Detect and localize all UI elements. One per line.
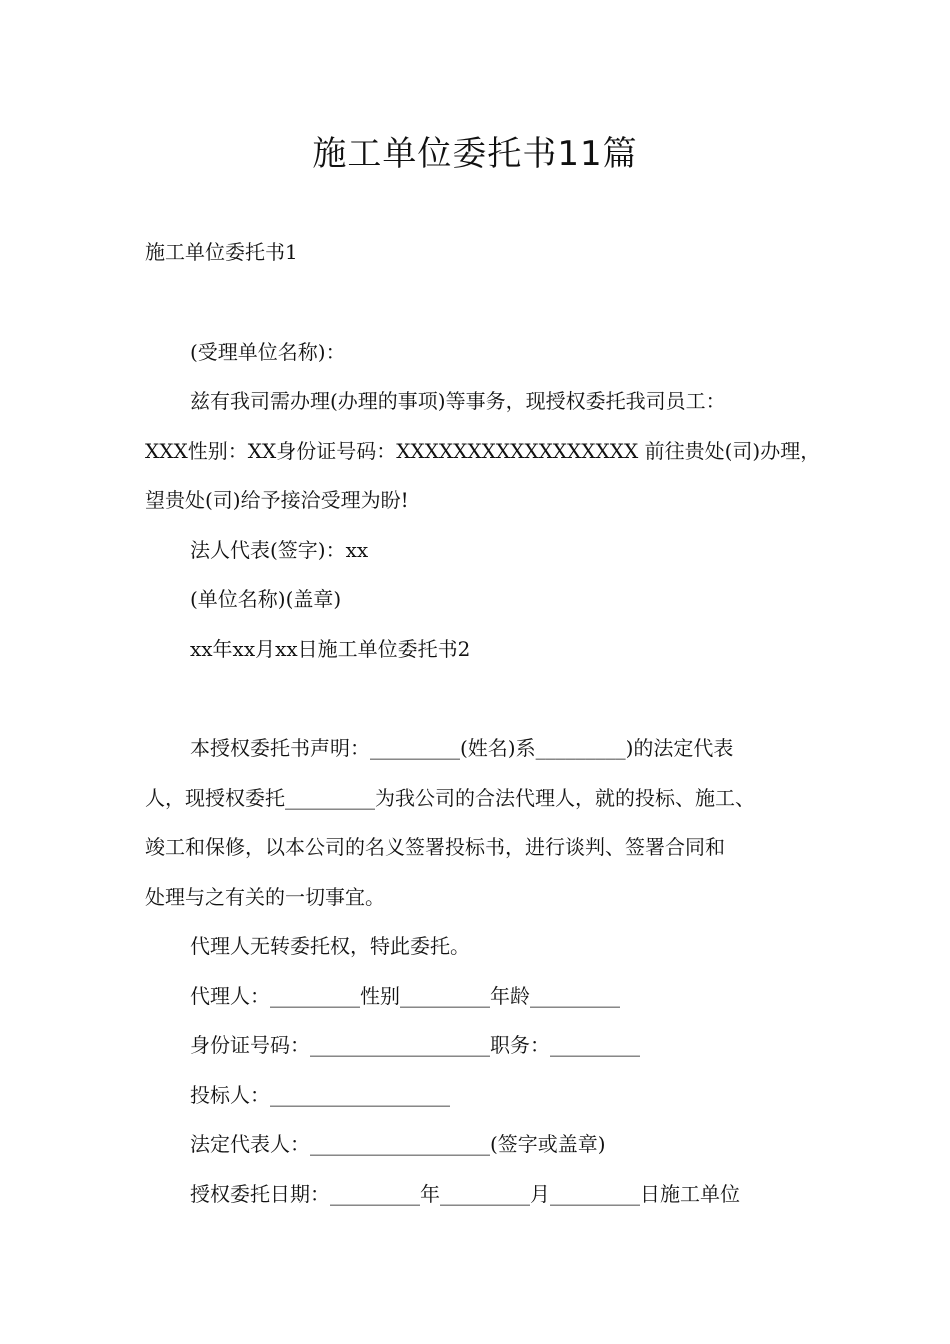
signature-line: 法人代表(签字)：xx (190, 538, 369, 562)
addressee-line: (受理单位名称)： (190, 340, 346, 364)
paragraph-line: 望贵处(司)给予接洽受理为盼! (145, 488, 409, 512)
paragraph-line: 竣工和保修，以本公司的名义签署投标书，进行谈判、签署合同和 (145, 835, 725, 859)
company-seal-line: (单位名称)(盖章) (190, 587, 342, 611)
document-title: 施工单位委托书11篇 (312, 134, 638, 174)
paragraph-line: 代理人无转委托权，特此委托。 (190, 934, 470, 958)
paragraph-line: 兹有我司需办理(办理的事项)等事务，现授权委托我司员工： (190, 389, 726, 413)
paragraph-line: 处理与之有关的一切事宜。 (145, 885, 385, 909)
authorization-date-line: 授权委托日期：_________年_________月_________日施工单位 (190, 1182, 740, 1206)
legal-rep-line: 法定代表人：__________________(签字或盖章) (190, 1132, 606, 1156)
section-heading: 施工单位委托书1 (145, 240, 298, 264)
date-line: xx年xx月xx日施工单位委托书2 (190, 637, 471, 661)
paragraph-line: 人，现授权委托_________为我公司的合法代理人，就的投标、施工、 (145, 786, 755, 810)
paragraph-line: XXX性别：XX身份证号码：XXXXXXXXXXXXXXXXX 前往贵处(司)办理， (145, 439, 821, 463)
id-number-line: 身份证号码：__________________职务：_________ (190, 1033, 640, 1057)
bidder-line: 投标人：__________________ (190, 1083, 450, 1107)
paragraph-line: 本授权委托书声明：_________(姓名)系_________)的法定代表 (190, 736, 734, 760)
agent-info-line: 代理人：_________性别_________年龄_________ (190, 984, 620, 1008)
